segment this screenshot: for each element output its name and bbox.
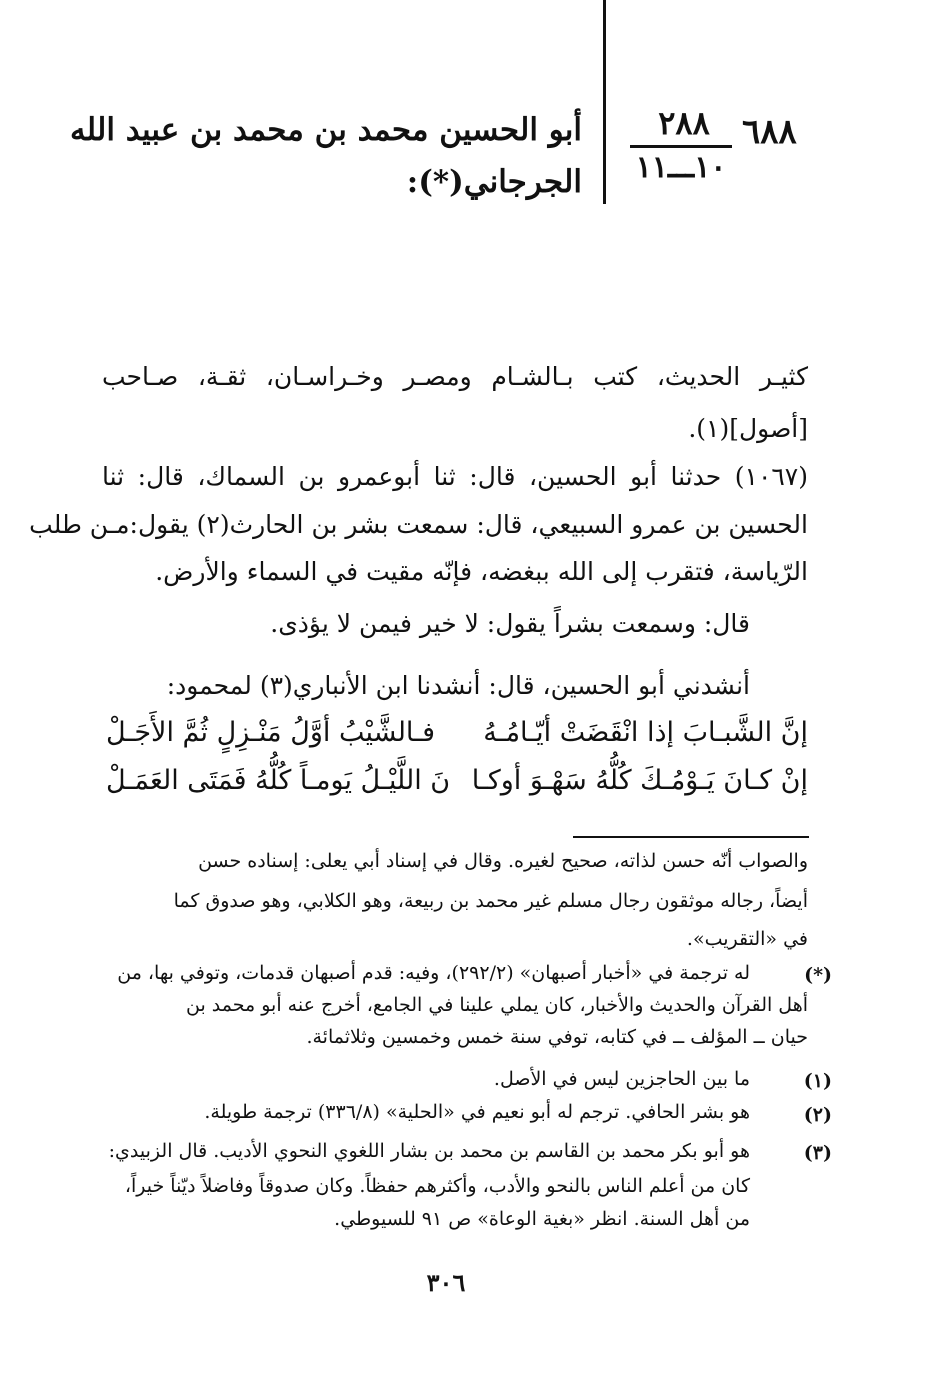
volume-reference: ٢٨٨ [658,104,710,142]
fraction-rule [630,145,732,148]
footnote-line: من أهل السنة. انظر «بغية الوعاة» ص ٩١ للسيوطي. [334,1208,750,1230]
footnote-line: هو بشر الحافي. ترجم له أبو نعيم في «الحلية» (٣٣٦/٨) ترجمة طويلة. [204,1101,750,1123]
page-reference: ١٠ـــ١١ [635,150,727,185]
footnote-line: أهل القرآن والحديث والأخبار، كان يملي علينا في الجامع، أخرج عنه أبو محمد بن [186,994,808,1016]
footnote-line: ما بين الحاجزين ليس في الأصل. [493,1068,750,1090]
page-number: ٣٠٦ [426,1268,466,1297]
footnote-line: له ترجمة في «أخبار أصبهان» (٢٩٢/٢)، وفيه: قدم أصبهان قدمات، وتوفي بها، من [117,962,750,984]
body-line: الرّياسة، فتقرب إلى الله ببغضه، فإنّه مقيت في السماء والأرض. [155,557,808,586]
verse-second-hemistich: فـالشَّيْبُ أوَّلُ مَنْـزِلٍ ثُمَّ الأَجَـلْ [106,717,435,748]
body-line: الحسين بن عمرو السبيعي، قال: سمعت بشر بن الحارث(٢) يقول:مـن طلب [29,510,808,539]
footnote-line: والصواب أنّه حسن لذاته، صحيح لغيره. وقال في إسناد أبي يعلى: إسناده حسن [198,850,808,872]
verse-first-hemistich: إنْ كـانَ يَـوْمُـكَ كُلُّهُ سَهْـوَ أوكـا [471,765,808,796]
verse-second-hemistich: نَ اللَّيْـلُ يَومـاً كُلُّهُ فَمَتَى العَمَـلْ [106,765,451,796]
body-line: قال: وسمعت بشراً يقول: لا خير فيمن لا يؤذى. [270,609,750,638]
footnote-line: حيان ــ المؤلف ــ في كتابه، توفي سنة خمس وخمسين وثلاثمائة. [306,1026,808,1048]
header-divider [603,0,606,204]
footnote-line: كان من أعلم الناس بالنحو والأدب، وأكثرهم حفظاً. وكان صدوقاً وفاضلاً ديّناً خيراً، [124,1175,750,1197]
body-line: أنشدني أبو الحسين، قال: أنشدنا ابن الأنباري(٣) لمحمود: [166,671,750,700]
footnote-marker: (٢) [803,1104,832,1126]
footnote-marker: (١) [803,1070,832,1092]
body-line: كثيـر الحديث، كتب بـالشـام ومصـر وخـراسـان، ثقـة، صـاحب [102,362,808,391]
footnote-line: أيضاً، رجاله موثقون رجال مسلم غير محمد بن ربيعة، وهو الكلابي، وهو صدوق كما [173,890,808,912]
footnote-marker: (٣) [803,1142,832,1164]
verse-first-hemistich: إنَّ الشَّبـابَ إذا انْقَضَتْ أيّـامُـهُ [483,717,808,748]
footnote-line: هو أبو بكر محمد بن القاسم بن محمد بن بشار اللغوي النحوي الأديب. قال الزبيدي: [108,1140,750,1162]
footnote-marker: (*) [804,964,832,986]
entry-number: ٦٨٨ [742,112,797,152]
body-line: [أصول](١). [688,414,808,443]
entry-title-line-2: الجرجاني(*): [406,164,582,200]
footnote-line: في «التقريب». [686,928,808,950]
footnote-separator [573,836,809,838]
body-line: (١٠٦٧) حدثنا أبو الحسين، قال: ثنا أبوعمرو بن السماك، قال: ثنا [102,462,808,491]
entry-title-line-1: أبو الحسين محمد بن محمد بن عبيد الله [70,112,582,148]
